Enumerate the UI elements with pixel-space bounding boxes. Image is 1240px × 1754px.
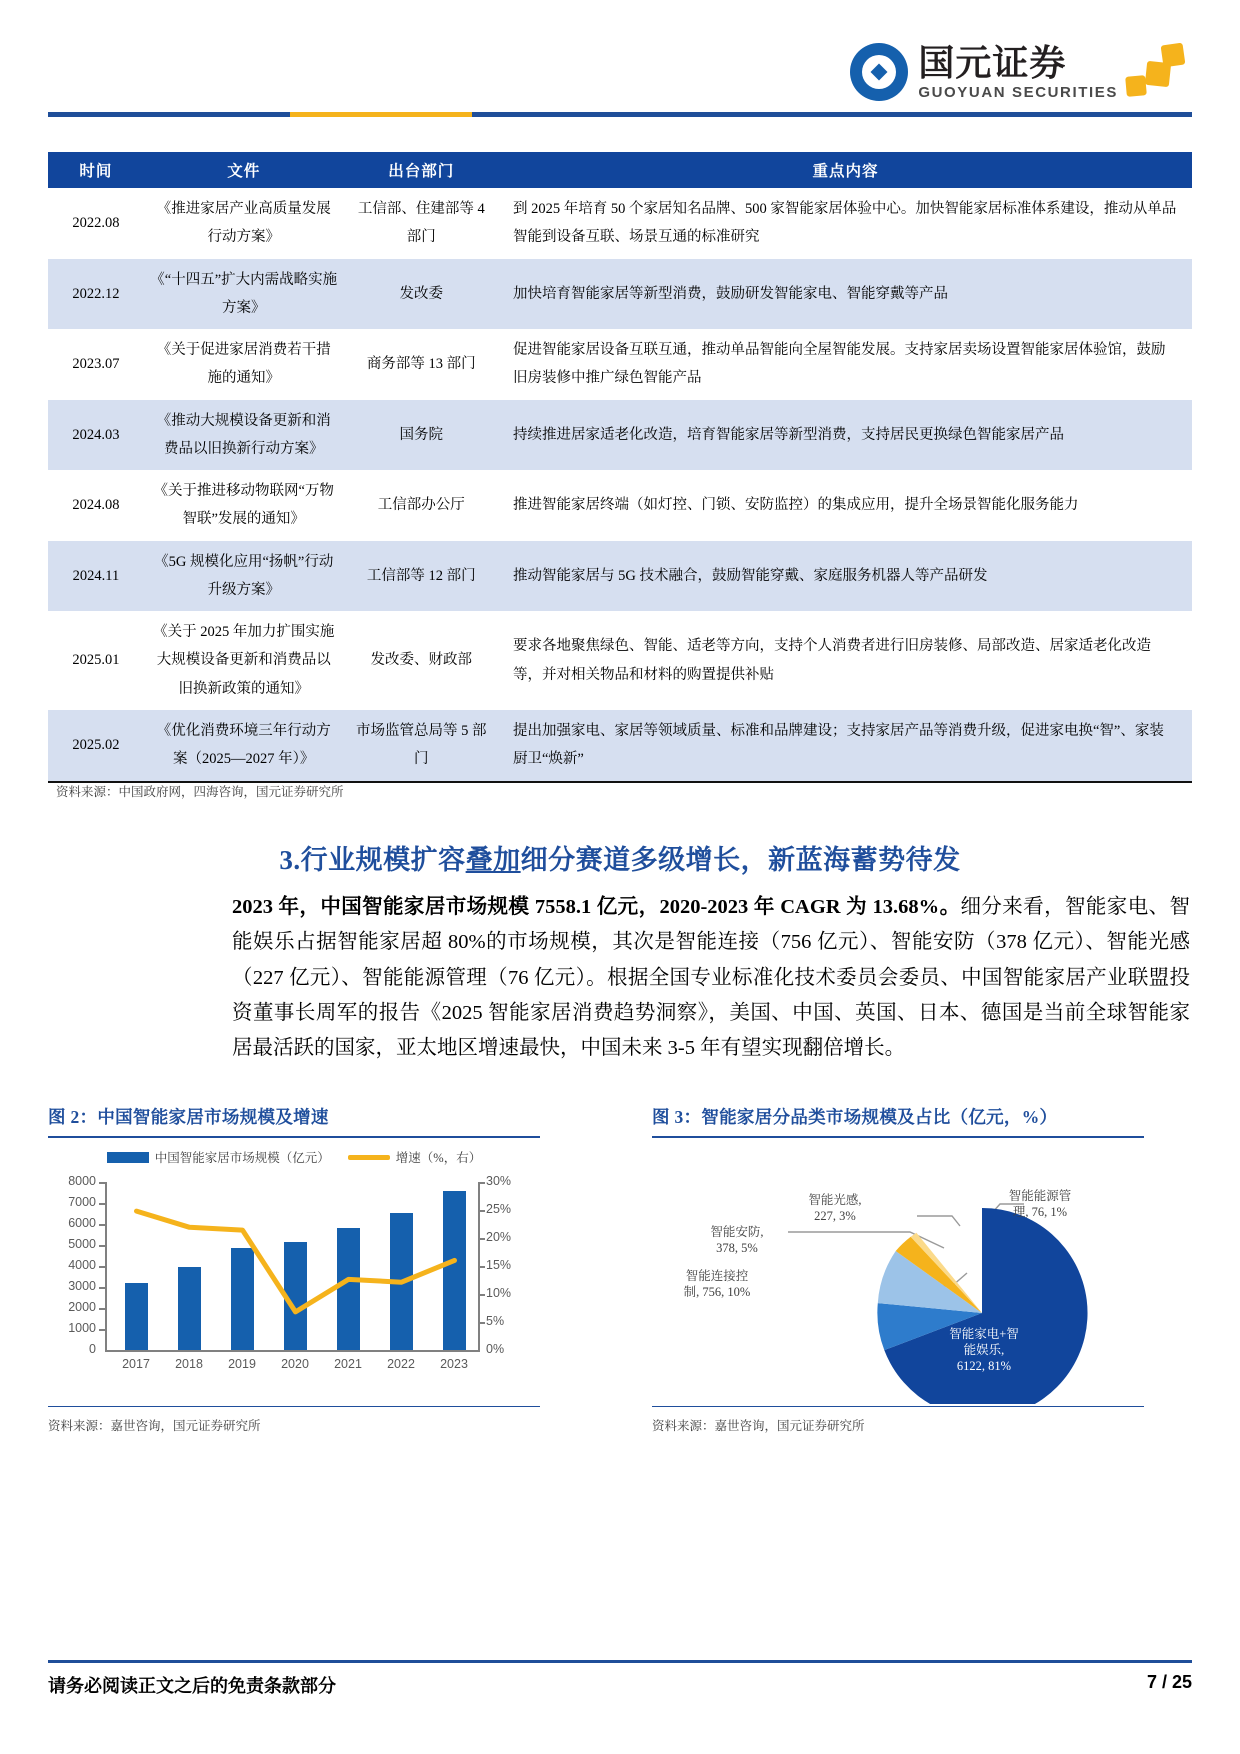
figure-3-title: 图 3：智能家居分品类市场规模及占比（亿元，%） [652,1107,1058,1127]
table-row [48,259,1192,330]
policy-table [48,152,1192,783]
cell-time: 2025.01 [72,652,120,669]
cell-dept: 市场监管总局等 5 部门 [344,710,499,782]
cell-time: 2022.12 [48,259,144,330]
cell-time: 2024.03 [48,400,144,471]
x-tick-label: 2020 [281,1357,309,1371]
y-tick-left: 5000 [68,1237,96,1251]
pie-label-jiadian-yule: 智能家电+智 能娱乐, 6122, 81% [949,1327,1019,1373]
legend-bar-label: 中国智能家居市场规模（亿元） [154,1151,330,1165]
header-divider-accent [290,112,472,117]
figure-3-source: 资料来源：嘉世咨询，国元证券研究所 [652,1419,865,1433]
table-row [48,710,1192,782]
page-number: 7 / 25 [1146,1672,1192,1692]
brand-name-en: GUOYUAN SECURITIES [918,83,1118,101]
y-tick-left: 8000 [68,1174,96,1188]
cell-dept: 发改委 [344,259,499,330]
legend-bar-swatch [107,1152,149,1163]
cell-file: 《优化消费环境三年行动方案（2025—2027 年）》 [144,710,344,782]
y-tick-right: 30% [486,1174,512,1188]
policy-table-body [48,188,1192,782]
legend-line-swatch [348,1155,390,1160]
y-tick-left: 4000 [68,1258,96,1272]
col-header-time: 时间 [48,152,144,188]
y-tick-right: 5% [486,1314,505,1328]
figure-2-canvas [48,1136,540,1407]
cell-content: 促进智能家居设备互联互通，推动单品智能向全屋智能发展。支持家居卖场设置智能家居体验馆，鼓励旧房装修中推广绿色智能产品 [512,342,1166,387]
table-source-note: 资料来源：中国政府网，四海咨询，国元证券研究所 [56,785,344,799]
cell-file: 《关于促进家居消费若干措施的通知》 [156,342,331,387]
table-row [48,188,1192,259]
table-header-row [48,152,1192,188]
guoyuan-logo-icon [850,43,908,101]
legend-item-line [348,1148,481,1166]
cell-time: 2023.07 [72,356,120,373]
y-tick-right: 0% [486,1342,505,1356]
cell-file: 《关于推进移动物联网“万物智联”发展的通知》 [153,483,334,528]
leader-line-guanggan [917,1216,960,1226]
cell-dept: 工信部等 12 部门 [344,541,499,612]
chart-legend [48,1148,540,1166]
cell-file: 《推进家居产业高质量发展行动方案》 [156,201,331,246]
cell-time: 2025.02 [48,710,144,782]
table-row [48,470,1192,541]
pie-label-nengyuan: 智能能源管 理, 76, 1% [1008,1189,1072,1219]
x-tick-label: 2017 [122,1357,150,1371]
page-header [0,0,1240,120]
footer-divider [48,1660,1192,1663]
logo-text-block [918,41,1118,101]
table-row [48,400,1192,471]
pie-label-guanggan: 智能光感, 227, 3% [808,1193,862,1223]
x-tick-label: 2023 [440,1357,468,1371]
y-tick-left: 3000 [68,1279,96,1293]
figure-3 [652,1104,1144,1434]
section-heading-part-b: 细分赛道多级增长，新蓝海蓄势待发 [520,845,961,875]
cell-content: 到 2025 年培育 50 个家居知名品牌、500 家智能家居体验中心。加快智能家居标准体系建设，推动从单品智能到设备互联、场景互通的标准研究 [512,201,1177,246]
bar-chart-plot [48,1174,540,1398]
table-row [48,611,1192,710]
figure-2-source: 资料来源：嘉世咨询，国元证券研究所 [48,1419,261,1433]
figure-2-title: 图 2：中国智能家居市场规模及增速 [48,1107,329,1127]
section-heading-part-a: 行业规模扩容 [300,845,466,875]
cell-time: 2022.08 [72,215,120,232]
legend-item-bar [107,1148,330,1166]
company-logo [850,40,1192,104]
x-tick-label: 2022 [387,1357,415,1371]
y-tick-left: 7000 [68,1195,96,1209]
cell-content: 推动智能家居与 5G 技术融合，鼓励智能穿戴、家庭服务机器人等产品研发 [499,541,1192,612]
col-header-dept: 出台部门 [344,152,499,188]
cell-dept: 发改委、财政部 [370,652,473,669]
cell-file: 《“十四五”扩大内需战略实施方案》 [144,259,344,330]
y-tick-left: 1000 [68,1321,96,1335]
body-lead-sentence: 2023 年，中国智能家居市场规模 7558.1 亿元，2020-2023 年 CAGR 为 13.68%。 [232,896,961,918]
cell-content: 持续推进居家适老化改造，培育智能家居等新型消费，支持居民更换绿色智能家居产品 [499,400,1192,471]
legend-line-label: 增速（%，右） [395,1151,482,1165]
brand-name-cn: 国元证券 [918,41,1067,83]
table-row [48,329,1192,400]
cell-time: 2024.11 [48,541,144,612]
section-heading [48,838,1192,877]
cell-content: 加快培育智能家居等新型消费，鼓励研发智能家电、智能穿戴等产品 [499,259,1192,330]
pie-label-lianjie: 智能连接控 制, 756, 10% [683,1269,751,1299]
footer-disclaimer: 请务必阅读正文之后的免责条款部分 [48,1676,336,1696]
y-tick-right: 10% [486,1286,512,1300]
table-row [48,541,1192,612]
cell-content: 推进智能家居终端（如灯控、门锁、安防监控）的集成应用，提升全场景智能化服务能力 [512,497,1079,514]
col-header-content: 重点内容 [499,152,1192,188]
cell-dept: 工信部办公厅 [377,497,465,514]
section-heading-number: 3. [279,845,301,875]
cell-dept: 工信部、住建部等 4 部门 [357,201,485,246]
policy-table-head [48,152,1192,188]
x-tick-label: 2018 [175,1357,203,1371]
cell-dept: 国务院 [344,400,499,471]
cell-content: 要求各地聚焦绿色、智能、适老等方向，支持个人消费者进行旧房装修、局部改造、居家适老化改造等，并对相关物品和材料的购置提供补贴 [512,638,1151,683]
cell-dept: 商务部等 13 部门 [366,356,476,373]
cell-file: 《5G 规模化应用“扬帆”行动升级方案》 [144,541,344,612]
pie-label-anfang: 智能安防, 378, 5% [710,1225,764,1255]
figure-3-canvas [652,1136,1144,1407]
y-tick-right: 15% [486,1258,512,1272]
col-header-file: 文件 [144,152,344,188]
figure-2 [48,1104,540,1434]
body-rest: 细分来看，智能家电、智能娱乐占据智能家居超 80%的市场规模，其次是智能连接（756 亿元）、智能安防（378 亿元）、智能光感（227 亿元）、智能能源管理（76 亿元）。根据全国专业标准化技术委员会委员、中国智能家居产业联盟投资董事长周军的报告《2025 智能家居消费趋势洞察》，美国、中国、英国、日本、德国是当前全球智能家居最活跃的国家，亚太地区增速最快，中国未来 3-5 年有望实现翻倍增长。 [232,896,1191,1059]
y-tick-left: 0 [89,1342,96,1356]
cell-file: 《推动大规模设备更新和消费品以旧换新行动方案》 [144,400,344,471]
cell-time: 2024.08 [72,497,120,514]
y-tick-right: 25% [486,1202,512,1216]
body-paragraph [232,890,1190,1066]
x-tick-label: 2019 [228,1357,256,1371]
y-tick-left: 2000 [68,1300,96,1314]
logo-squares-icon [1126,44,1192,100]
cell-content: 提出加强家电、家居等领域质量、标准和品牌建设；支持家居产品等消费升级，促进家电换“智”、家装厨卫“焕新” [499,710,1192,782]
y-tick-right: 20% [486,1230,512,1244]
x-tick-label: 2021 [334,1357,362,1371]
section-heading-underlined: 叠加 [465,845,521,875]
y-tick-left: 6000 [68,1216,96,1230]
header-divider [48,112,1192,117]
cell-file: 《关于 2025 年加力扩围实施大规模设备更新和消费品以旧换新政策的通知》 [153,624,335,697]
